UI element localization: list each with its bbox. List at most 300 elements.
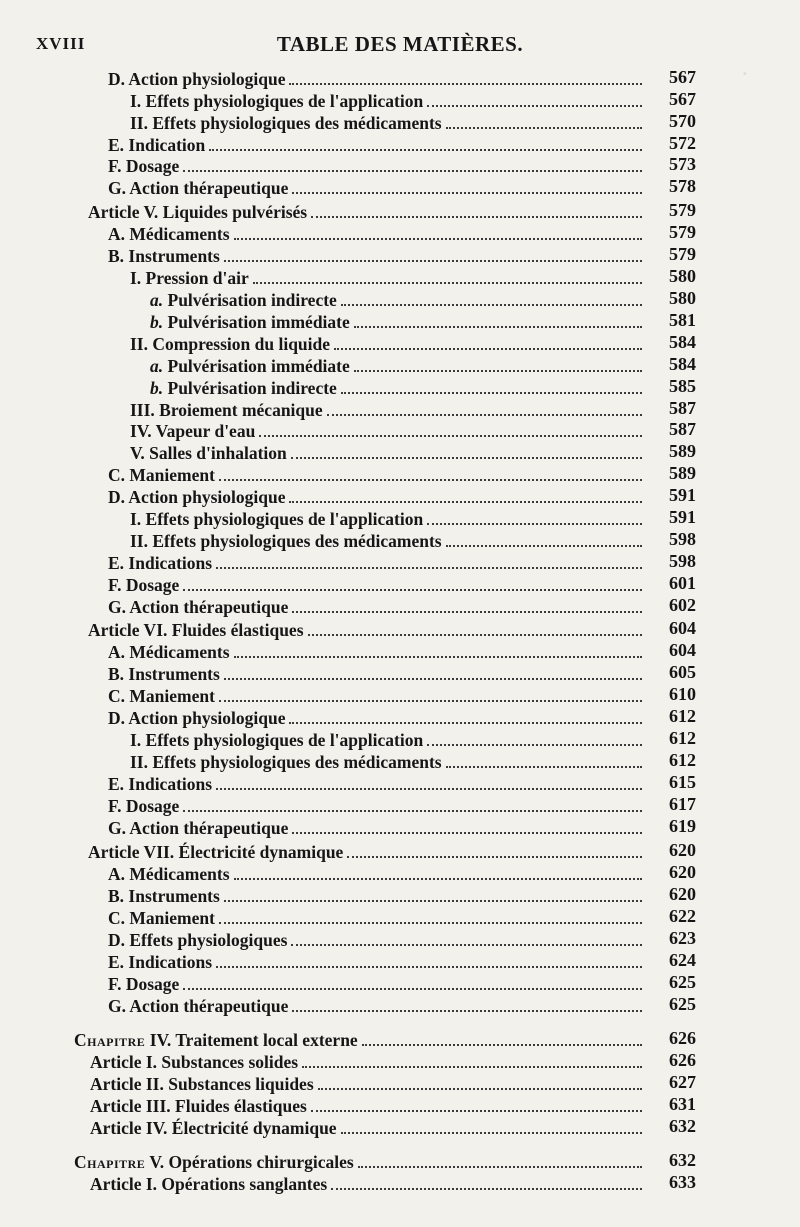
toc-entry-label bbox=[108, 642, 230, 662]
toc-row bbox=[0, 1094, 800, 1116]
entry-title: I. Pression d'air bbox=[130, 268, 249, 288]
entry-title: G. Action thérapeutique bbox=[108, 178, 289, 198]
entry-title: G. Action thérapeutique bbox=[108, 996, 289, 1016]
page-number: 579 bbox=[669, 244, 696, 264]
toc-row bbox=[0, 354, 800, 376]
entry-title: C. Maniement bbox=[108, 908, 215, 928]
toc-entry bbox=[108, 463, 646, 485]
page-number: 633 bbox=[669, 1172, 696, 1192]
running-title: TABLE DES MATIÈRES. bbox=[276, 32, 524, 56]
toc-entry-label bbox=[108, 708, 285, 728]
toc-row bbox=[0, 728, 800, 750]
toc-row bbox=[0, 441, 800, 463]
toc-row bbox=[0, 618, 800, 640]
entry-title: II. Compression du liquide bbox=[130, 334, 331, 354]
sub-letter: b. bbox=[150, 378, 164, 398]
toc-row bbox=[0, 176, 800, 198]
toc-entry-label bbox=[74, 1030, 358, 1050]
page-number: 631 bbox=[669, 1094, 696, 1114]
toc-row bbox=[0, 398, 800, 420]
toc-entry-label bbox=[130, 334, 330, 354]
dot-leader bbox=[427, 744, 642, 746]
page-number: 567 bbox=[669, 67, 696, 87]
toc-entry bbox=[90, 1094, 646, 1116]
toc-entry-label bbox=[108, 864, 230, 884]
page-number: 602 bbox=[669, 595, 696, 615]
chapter-word: Chapitre bbox=[74, 1152, 146, 1172]
dot-leader bbox=[347, 856, 642, 858]
toc-row bbox=[0, 994, 800, 1016]
dot-leader bbox=[216, 788, 642, 790]
entry-title: G. Action thérapeutique bbox=[108, 597, 289, 617]
toc-entry bbox=[130, 507, 646, 529]
toc-entry bbox=[130, 111, 646, 133]
page-number: 623 bbox=[669, 928, 696, 948]
dot-leader bbox=[183, 988, 642, 990]
entry-title: E. Indication bbox=[108, 135, 206, 155]
dot-leader bbox=[259, 435, 642, 437]
toc-entry-label bbox=[108, 135, 205, 155]
page-number: 591 bbox=[669, 507, 696, 527]
dot-leader bbox=[289, 722, 642, 724]
toc-entry bbox=[108, 884, 646, 906]
toc-row bbox=[0, 310, 800, 332]
toc-row bbox=[0, 662, 800, 684]
toc-entry-label bbox=[108, 886, 220, 906]
toc-entry-label bbox=[88, 620, 304, 640]
page-header bbox=[0, 28, 800, 62]
toc-row bbox=[0, 862, 800, 884]
toc-row bbox=[0, 706, 800, 728]
dot-leader bbox=[311, 1110, 642, 1112]
dot-leader bbox=[234, 656, 642, 658]
entry-title: D. Action physiologique bbox=[108, 69, 286, 89]
toc-entry bbox=[88, 200, 646, 222]
toc-entry-label bbox=[130, 91, 423, 111]
page-number: 589 bbox=[669, 441, 696, 461]
entry-title: A. Médicaments bbox=[108, 864, 230, 884]
entry-title: A. Médicaments bbox=[108, 224, 230, 244]
dot-leader bbox=[362, 1044, 642, 1046]
entry-title: III. Broiement mécanique bbox=[130, 400, 323, 420]
toc-row bbox=[0, 507, 800, 529]
toc-row bbox=[0, 1050, 800, 1072]
entry-title: Pulvérisation immédiate bbox=[167, 356, 350, 376]
dot-leader bbox=[183, 589, 642, 591]
toc-entry-label bbox=[150, 378, 337, 398]
page-number: 626 bbox=[669, 1050, 696, 1070]
toc-row bbox=[0, 1072, 800, 1094]
toc-row bbox=[0, 332, 800, 354]
dot-leader bbox=[354, 326, 642, 328]
entry-title: II. Effets physiologiques des médicaments bbox=[130, 752, 442, 772]
dot-leader bbox=[311, 216, 642, 218]
toc-entry-label bbox=[108, 246, 220, 266]
entry-title: Article VII. Électricité dynamique bbox=[88, 842, 344, 862]
entry-title: II. Effets physiologiques des médicaments bbox=[130, 531, 442, 551]
dot-leader bbox=[331, 1188, 642, 1190]
toc-entry-label bbox=[108, 597, 288, 617]
dot-leader bbox=[341, 392, 642, 394]
toc-entry bbox=[90, 1116, 646, 1138]
toc-entry-label bbox=[108, 156, 179, 176]
page-number: 572 bbox=[669, 133, 696, 153]
dot-leader bbox=[327, 414, 642, 416]
toc-row bbox=[0, 928, 800, 950]
dot-leader bbox=[292, 192, 642, 194]
toc-row bbox=[0, 529, 800, 551]
page-number: 626 bbox=[669, 1028, 696, 1048]
dot-leader bbox=[209, 149, 642, 151]
entry-title: B. Instruments bbox=[108, 886, 220, 906]
page-number: 612 bbox=[669, 750, 696, 770]
entry-title: G. Action thérapeutique bbox=[108, 818, 289, 838]
dot-leader bbox=[302, 1066, 642, 1068]
toc-entry bbox=[108, 176, 646, 198]
entry-title: F. Dosage bbox=[108, 974, 180, 994]
toc-row bbox=[0, 950, 800, 972]
toc-entry bbox=[108, 67, 646, 89]
toc-row bbox=[0, 972, 800, 994]
dot-leader bbox=[446, 766, 642, 768]
entry-title: Article VI. Fluides élastiques bbox=[88, 620, 304, 640]
toc-row bbox=[0, 89, 800, 111]
page-number: 612 bbox=[669, 728, 696, 748]
toc-row bbox=[0, 640, 800, 662]
toc-row bbox=[0, 1116, 800, 1138]
toc-entry-label bbox=[108, 796, 179, 816]
toc-row bbox=[0, 244, 800, 266]
toc-row bbox=[0, 595, 800, 617]
toc-entry-label bbox=[108, 553, 212, 573]
toc-entry-label bbox=[88, 842, 343, 862]
toc-row bbox=[0, 485, 800, 507]
page-number: 584 bbox=[669, 354, 696, 374]
toc-entry-label bbox=[90, 1096, 307, 1116]
page-number: 605 bbox=[669, 662, 696, 682]
toc-row bbox=[0, 419, 800, 441]
dot-leader bbox=[292, 611, 642, 613]
toc-entry bbox=[108, 684, 646, 706]
toc-row bbox=[0, 266, 800, 288]
dot-leader bbox=[446, 127, 642, 129]
page-number: 584 bbox=[669, 332, 696, 352]
entry-title: Article III. Fluides élastiques bbox=[90, 1096, 307, 1116]
dot-leader bbox=[234, 238, 642, 240]
page-number: 579 bbox=[669, 222, 696, 242]
toc-entry bbox=[150, 354, 646, 376]
toc-entry-label bbox=[130, 421, 255, 441]
page-number: 624 bbox=[669, 950, 696, 970]
toc-entry-label bbox=[150, 290, 337, 310]
toc-row bbox=[0, 684, 800, 706]
toc-row bbox=[0, 794, 800, 816]
entry-title: Article I. Substances solides bbox=[90, 1052, 299, 1072]
page-number: 581 bbox=[669, 310, 696, 330]
show-through-texture: · bbox=[742, 64, 748, 83]
toc-entry-label bbox=[108, 178, 288, 198]
dot-leader bbox=[183, 810, 642, 812]
entry-title: E. Indications bbox=[108, 952, 213, 972]
toc-entry-label bbox=[88, 202, 307, 222]
toc-entry bbox=[130, 89, 646, 111]
toc-row bbox=[0, 200, 800, 222]
entry-title: Article I. Opérations sanglantes bbox=[90, 1174, 328, 1194]
entry-title: Article V. Liquides pulvérisés bbox=[88, 202, 308, 222]
toc-entry bbox=[108, 928, 646, 950]
page-number: 587 bbox=[669, 419, 696, 439]
toc-entry-label bbox=[130, 752, 442, 772]
entry-title: I. Effets physiologiques de l'application bbox=[130, 91, 424, 111]
toc-row bbox=[0, 906, 800, 928]
toc-entry-label bbox=[150, 312, 350, 332]
sub-letter: b. bbox=[150, 312, 164, 332]
page-number: 573 bbox=[669, 154, 696, 174]
entry-title: I. Effets physiologiques de l'application bbox=[130, 509, 424, 529]
page-number: 591 bbox=[669, 485, 696, 505]
toc-entry-label bbox=[150, 356, 350, 376]
page-number: 610 bbox=[669, 684, 696, 704]
page-number: 620 bbox=[669, 862, 696, 882]
toc-entry-label bbox=[108, 818, 288, 838]
dot-leader bbox=[183, 170, 642, 172]
toc-entry bbox=[150, 376, 646, 398]
page-number: 625 bbox=[669, 972, 696, 992]
entry-title: Pulvérisation indirecte bbox=[167, 290, 337, 310]
toc-entry bbox=[108, 816, 646, 838]
toc-row bbox=[0, 222, 800, 244]
toc-entry-label bbox=[90, 1118, 337, 1138]
toc-entry-label bbox=[108, 930, 287, 950]
entry-title: F. Dosage bbox=[108, 796, 180, 816]
toc-row bbox=[0, 1172, 800, 1194]
toc-entry-label bbox=[108, 908, 215, 928]
dot-leader bbox=[291, 944, 642, 946]
entry-title: D. Effets physiologiques bbox=[108, 930, 288, 950]
toc-entry-label bbox=[108, 664, 220, 684]
page-number: 580 bbox=[669, 266, 696, 286]
toc-entry bbox=[108, 972, 646, 994]
toc-entry bbox=[88, 618, 646, 640]
toc-entry bbox=[130, 750, 646, 772]
page-number: 580 bbox=[669, 288, 696, 308]
toc-entry-label bbox=[130, 509, 423, 529]
dot-leader bbox=[358, 1166, 642, 1168]
toc-entry bbox=[74, 1028, 646, 1050]
toc-entry bbox=[130, 398, 646, 420]
dot-leader bbox=[234, 878, 642, 880]
toc-entry-label bbox=[108, 686, 215, 706]
toc-entry bbox=[150, 288, 646, 310]
toc-entry bbox=[108, 595, 646, 617]
chapter-word: Chapitre bbox=[74, 1030, 146, 1050]
dot-leader bbox=[427, 105, 642, 107]
toc-row bbox=[0, 573, 800, 595]
toc-entry bbox=[108, 794, 646, 816]
toc-row bbox=[0, 111, 800, 133]
toc-entry-label bbox=[90, 1052, 298, 1072]
toc-row bbox=[0, 463, 800, 485]
toc-entry bbox=[108, 244, 646, 266]
toc-entry-label bbox=[130, 113, 442, 133]
toc-entry bbox=[90, 1050, 646, 1072]
toc-entry-label bbox=[108, 224, 230, 244]
dot-leader bbox=[216, 966, 642, 968]
dot-leader bbox=[253, 282, 642, 284]
sub-letter: a. bbox=[150, 356, 164, 376]
page-number: 604 bbox=[669, 640, 696, 660]
dot-leader bbox=[224, 900, 642, 902]
entry-title: D. Action physiologique bbox=[108, 487, 286, 507]
entry-title: F. Dosage bbox=[108, 575, 180, 595]
toc-row bbox=[0, 884, 800, 906]
dot-leader bbox=[341, 1132, 642, 1134]
toc-entry bbox=[108, 133, 646, 155]
toc-entry bbox=[108, 154, 646, 176]
entry-title: C. Maniement bbox=[108, 465, 215, 485]
entry-title: Article II. Substances liquides bbox=[90, 1074, 314, 1094]
page-number: 598 bbox=[669, 529, 696, 549]
entry-title: IV. Traitement local externe bbox=[149, 1030, 358, 1050]
toc-entry-label bbox=[108, 996, 288, 1016]
toc-entry bbox=[90, 1172, 646, 1194]
toc-entry bbox=[130, 419, 646, 441]
entry-title: D. Action physiologique bbox=[108, 708, 286, 728]
toc-entry bbox=[108, 706, 646, 728]
toc-row bbox=[0, 154, 800, 176]
dot-leader bbox=[219, 479, 642, 481]
toc-entry bbox=[108, 222, 646, 244]
toc-entry bbox=[108, 662, 646, 684]
toc-entry bbox=[108, 906, 646, 928]
toc-entry-label bbox=[108, 952, 212, 972]
toc-entry-label bbox=[108, 487, 285, 507]
toc-entry-label bbox=[108, 974, 179, 994]
dot-leader bbox=[292, 832, 642, 834]
sub-letter: a. bbox=[150, 290, 164, 310]
toc-entry-label bbox=[130, 443, 287, 463]
page-number: 570 bbox=[669, 111, 696, 131]
toc-entry bbox=[108, 551, 646, 573]
toc-entry bbox=[130, 529, 646, 551]
toc-entry-label bbox=[130, 268, 249, 288]
toc-row bbox=[0, 772, 800, 794]
dot-leader bbox=[308, 634, 642, 636]
dot-leader bbox=[341, 304, 642, 306]
entry-title: V. Opérations chirurgicales bbox=[149, 1152, 354, 1172]
dot-leader bbox=[224, 260, 642, 262]
toc-entry-label bbox=[108, 69, 285, 89]
dot-leader bbox=[427, 523, 642, 525]
page-number: 578 bbox=[669, 176, 696, 196]
entry-title: Article IV. Électricité dynamique bbox=[90, 1118, 337, 1138]
toc-row bbox=[0, 816, 800, 838]
dot-leader bbox=[219, 700, 642, 702]
entry-title: IV. Vapeur d'eau bbox=[130, 421, 256, 441]
dot-leader bbox=[446, 545, 642, 547]
toc-entry bbox=[108, 573, 646, 595]
page-number: 620 bbox=[669, 884, 696, 904]
toc-entry-label bbox=[130, 531, 442, 551]
page-number: 619 bbox=[669, 816, 696, 836]
page-number: 615 bbox=[669, 772, 696, 792]
toc-entry-label bbox=[130, 730, 423, 750]
entry-title: V. Salles d'inhalation bbox=[130, 443, 287, 463]
dot-leader bbox=[318, 1088, 642, 1090]
toc-row bbox=[0, 551, 800, 573]
toc-entry bbox=[108, 994, 646, 1016]
entry-title: B. Instruments bbox=[108, 664, 220, 684]
toc-entry-label bbox=[90, 1074, 314, 1094]
entry-title: F. Dosage bbox=[108, 156, 180, 176]
toc-entry bbox=[130, 441, 646, 463]
dot-leader bbox=[292, 1010, 642, 1012]
dot-leader bbox=[354, 370, 642, 372]
page-number: 620 bbox=[669, 840, 696, 860]
page-number: 598 bbox=[669, 551, 696, 571]
entry-title: Pulvérisation immédiate bbox=[167, 312, 350, 332]
page-number: 632 bbox=[669, 1150, 696, 1170]
dot-leader bbox=[289, 501, 642, 503]
page-number: 617 bbox=[669, 794, 696, 814]
toc-entry bbox=[108, 772, 646, 794]
page-number: 579 bbox=[669, 200, 696, 220]
page-number: 632 bbox=[669, 1116, 696, 1136]
dot-leader bbox=[334, 348, 642, 350]
toc-entry bbox=[74, 1150, 646, 1172]
toc-row bbox=[0, 840, 800, 862]
entry-title: I. Effets physiologiques de l'application bbox=[130, 730, 424, 750]
toc-row bbox=[0, 67, 800, 89]
toc-row bbox=[0, 376, 800, 398]
toc-entry bbox=[108, 485, 646, 507]
toc-entry-label bbox=[108, 774, 212, 794]
dot-leader bbox=[291, 457, 642, 459]
toc-entry bbox=[130, 332, 646, 354]
page-number: 604 bbox=[669, 618, 696, 638]
toc-row bbox=[0, 133, 800, 155]
toc-row bbox=[0, 288, 800, 310]
page-number: 625 bbox=[669, 994, 696, 1014]
toc-entry-label bbox=[90, 1174, 327, 1194]
toc-entry-label bbox=[108, 575, 179, 595]
toc-entry bbox=[108, 640, 646, 662]
dot-leader bbox=[289, 83, 642, 85]
dot-leader bbox=[216, 567, 642, 569]
entry-title: C. Maniement bbox=[108, 686, 215, 706]
page-number: 585 bbox=[669, 376, 696, 396]
toc-entry bbox=[150, 310, 646, 332]
toc-entry bbox=[130, 266, 646, 288]
folio-number: XVIII bbox=[36, 34, 86, 53]
toc-entry bbox=[90, 1072, 646, 1094]
entry-title: A. Médicaments bbox=[108, 642, 230, 662]
toc-entry bbox=[130, 728, 646, 750]
page-number: 589 bbox=[669, 463, 696, 483]
page-number: 627 bbox=[669, 1072, 696, 1092]
page-number: 622 bbox=[669, 906, 696, 926]
toc-entry-label bbox=[130, 400, 323, 420]
entry-title: Pulvérisation indirecte bbox=[167, 378, 337, 398]
toc-entry bbox=[88, 840, 646, 862]
page-number: 612 bbox=[669, 706, 696, 726]
dot-leader bbox=[219, 922, 642, 924]
dot-leader bbox=[224, 678, 642, 680]
page-number: 567 bbox=[669, 89, 696, 109]
toc-entry bbox=[108, 950, 646, 972]
entry-title: E. Indications bbox=[108, 553, 213, 573]
toc-row bbox=[0, 1150, 800, 1172]
